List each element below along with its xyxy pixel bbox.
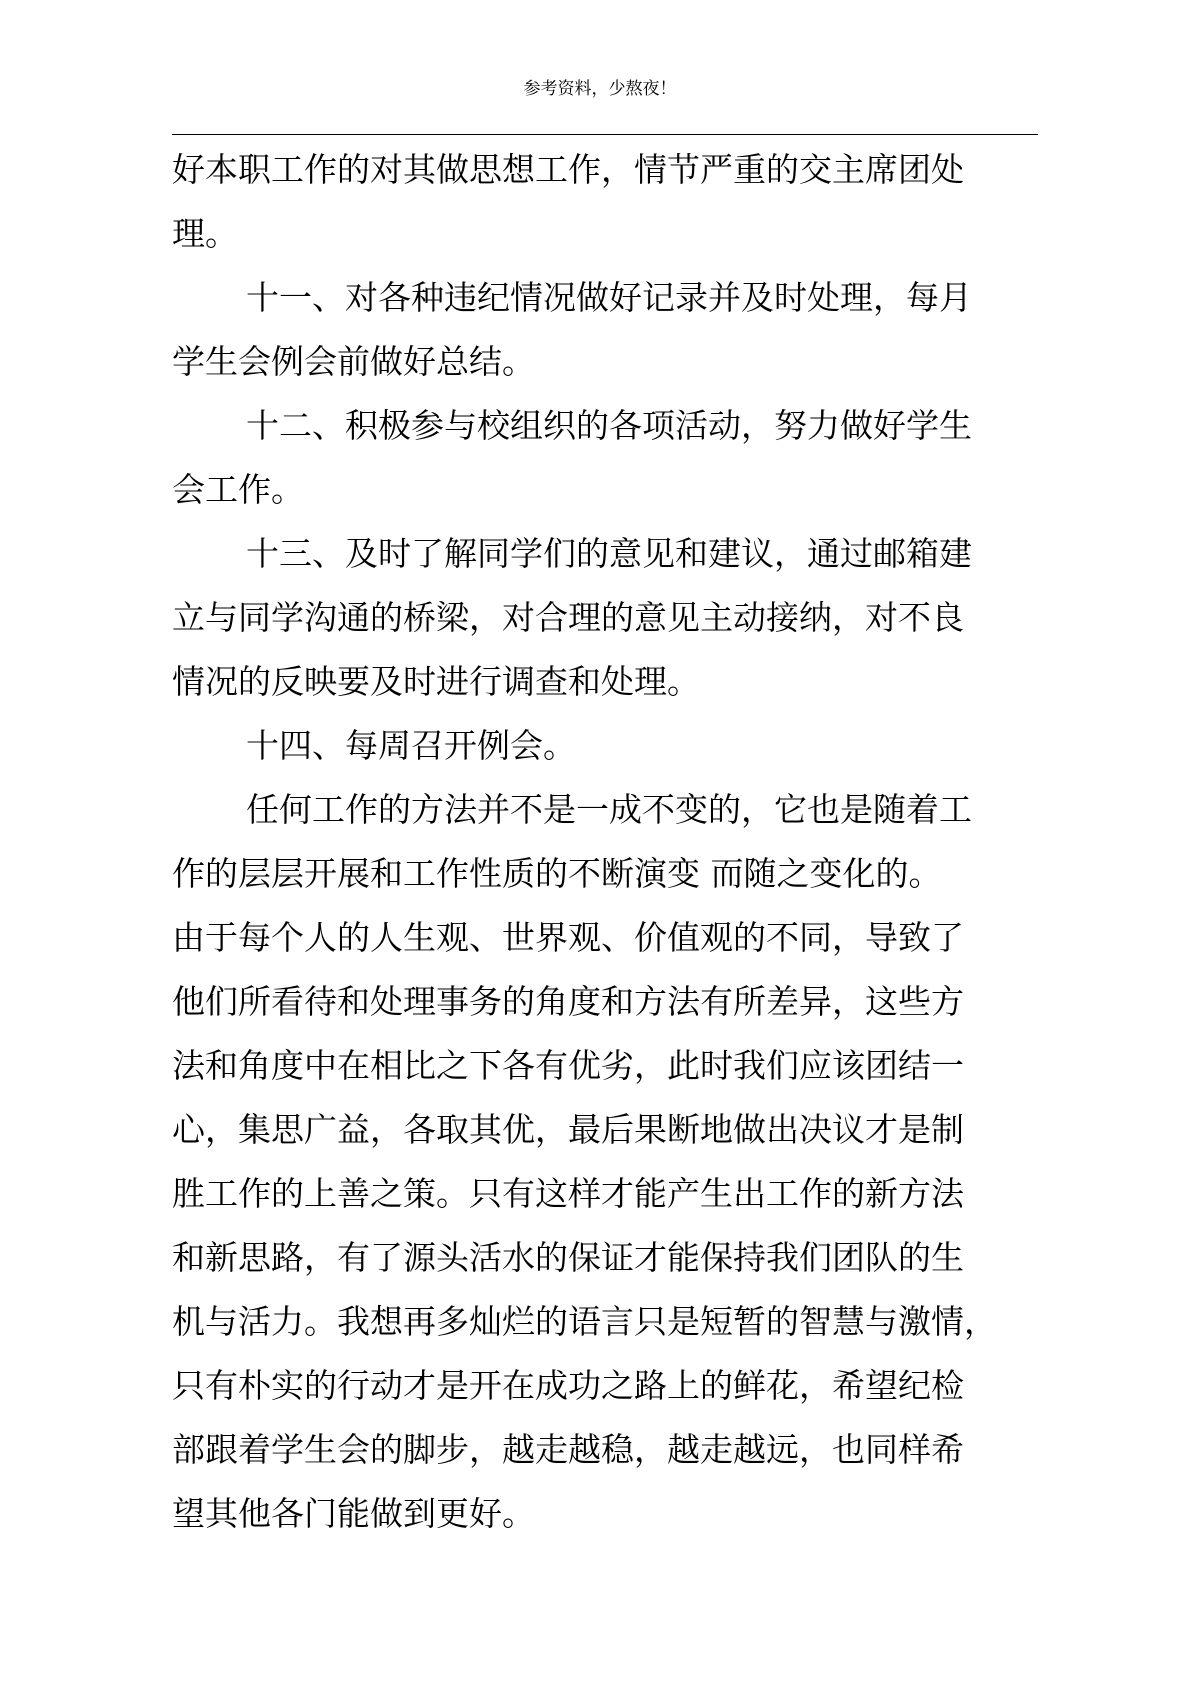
text-line: 情况的反映要及时进行调查和处理。 [172, 662, 700, 701]
paragraph-item-14 [172, 714, 1038, 778]
text-line: 学生会例会前做好总结。 [172, 342, 535, 381]
text-line: 法和角度中在相比之下各有优劣，此时我们应该团结一 [172, 1046, 964, 1085]
text-line: 只有朴实的行动才是开在成功之路上的鲜花，希望纪检 [172, 1366, 964, 1405]
text-line: 十四、每周召开例会。 [246, 726, 576, 765]
text-line: 胜工作的上善之策。只有这样才能产生出工作的新方法 [172, 1174, 964, 1213]
text-line: 十二、积极参与校组织的各项活动，努力做好学生 [246, 406, 972, 445]
text-line: 望其他各门能做到更好。 [172, 1494, 535, 1533]
text-line: 好本职工作的对其做思想工作，情节严重的交主席团处 [172, 150, 964, 189]
text-line: 立与同学沟通的桥梁，对合理的意见主动接纳，对不良 [172, 598, 964, 637]
text-line: 任何工作的方法并不是一成不变的，它也是随着工 [246, 790, 972, 829]
header-divider [172, 134, 1038, 135]
paragraph-continuation [172, 138, 1038, 266]
paragraph-closing [172, 778, 1038, 1546]
paragraph-item-11 [172, 266, 1038, 394]
text-line: 心，集思广益，各取其优，最后果断地做出决议才是制 [172, 1110, 964, 1149]
paragraph-item-13 [172, 522, 1038, 714]
text-line: 部跟着学生会的脚步，越走越稳，越走越远，也同样希 [172, 1430, 964, 1469]
text-line: 十一、对各种违纪情况做好记录并及时处理，每月 [246, 278, 972, 317]
text-line: 由于每个人的人生观、世界观、价值观的不同，导致了 [172, 918, 964, 957]
text-line: 会工作。 [172, 470, 304, 509]
text-line: 作的层层开展和工作性质的不断演变 而随之变化的。 [172, 854, 942, 893]
text-line: 十三、及时了解同学们的意见和建议，通过邮箱建 [246, 534, 972, 573]
paragraph-item-12 [172, 394, 1038, 522]
text-line: 他们所看待和处理事务的角度和方法有所差异，这些方 [172, 982, 964, 1021]
document-body [172, 138, 1038, 1546]
text-line: 理。 [172, 214, 238, 253]
text-line: 和新思路，有了源头活水的保证才能保持我们团队的生 [172, 1238, 964, 1277]
page-header: 参考资料，少熬夜！ [523, 79, 677, 99]
text-line: 机与活力。我想再多灿烂的语言只是短暂的智慧与激情， [172, 1302, 997, 1341]
